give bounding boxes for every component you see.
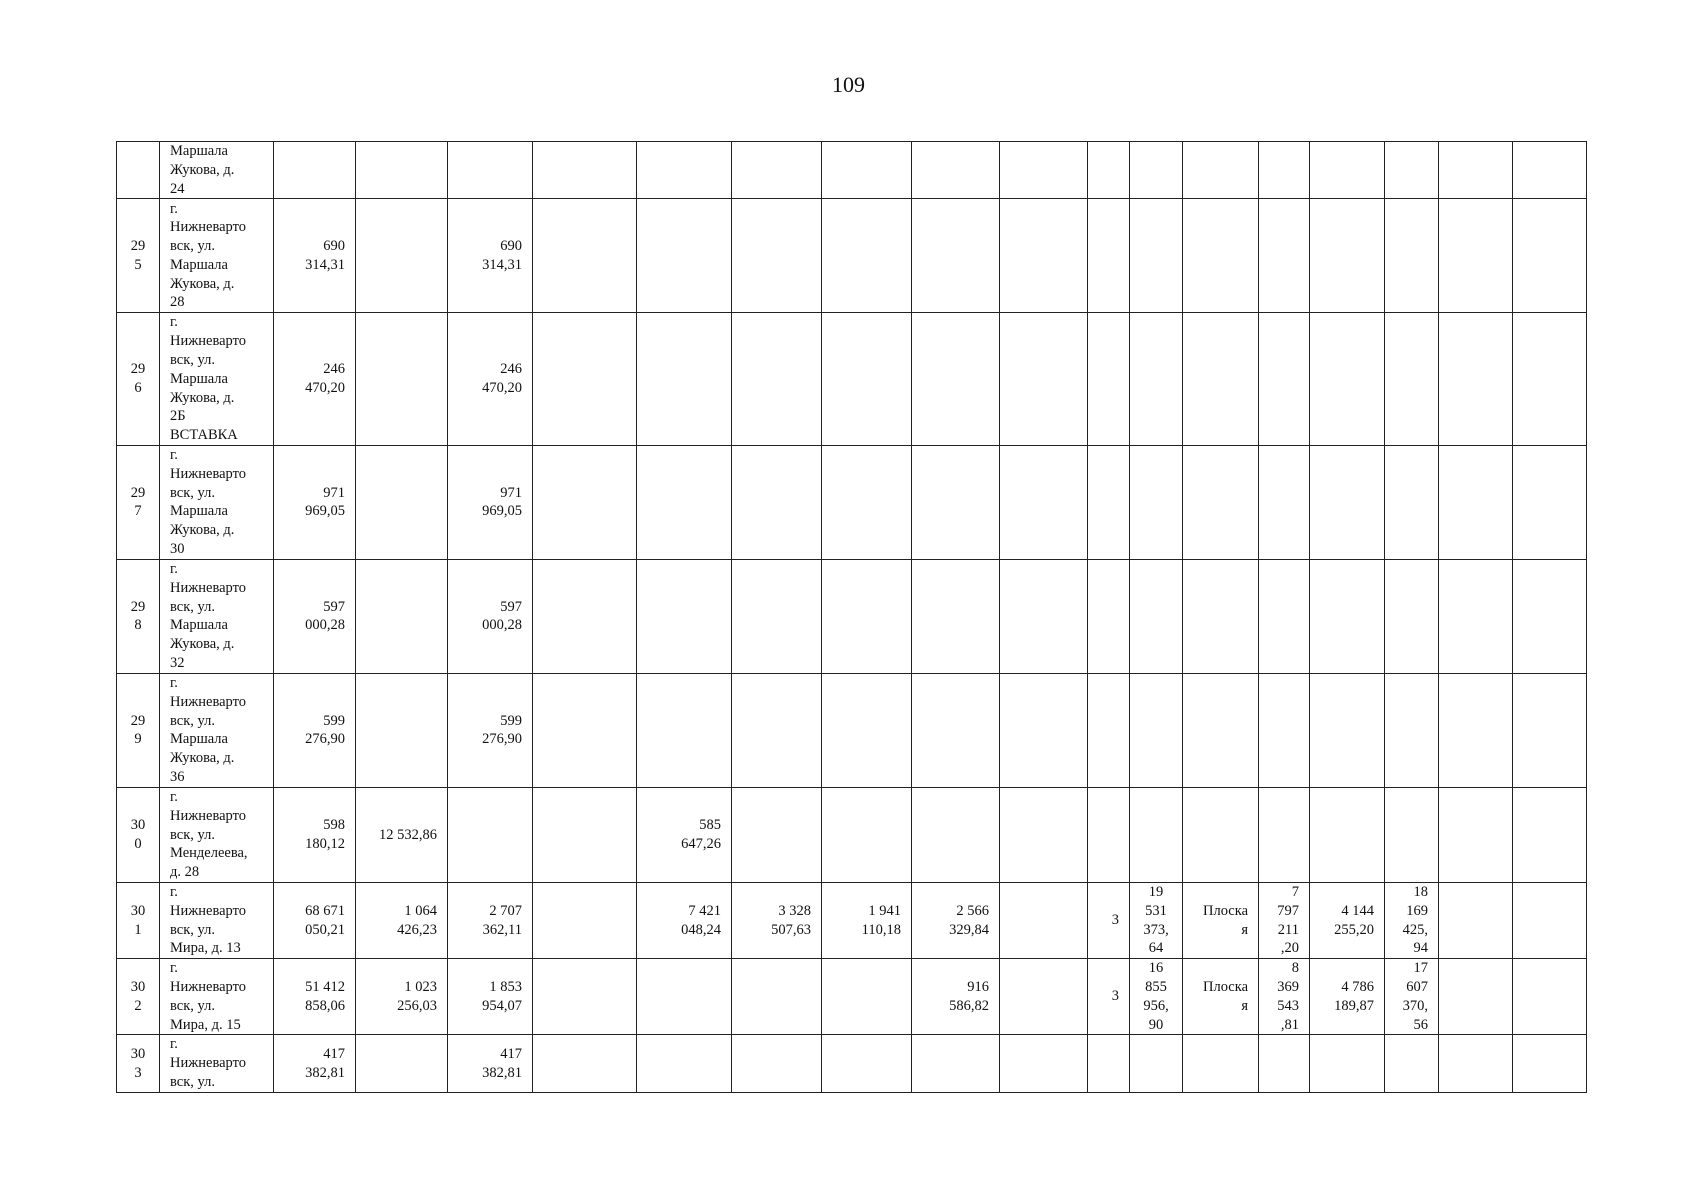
value-cell: 417 382,81 [448, 1035, 533, 1092]
value-cell [1439, 1035, 1513, 1092]
value-cell [732, 1035, 822, 1092]
value-cell [1513, 787, 1587, 882]
value-cell: 8 369 543 ,81 [1259, 959, 1310, 1035]
value-cell: 19 531 373, 64 [1130, 882, 1183, 958]
value-cell [732, 445, 822, 559]
value-cell [1310, 445, 1385, 559]
address-cell: г. Нижневарто вск, ул. Маршала Жукова, д. 32 [160, 559, 274, 673]
value-cell [1130, 673, 1183, 787]
table-row [117, 445, 1587, 559]
page-number: 109 [832, 72, 865, 97]
value-cell [1385, 787, 1439, 882]
value-cell [533, 959, 637, 1035]
value-cell [1130, 559, 1183, 673]
row-number-cell: 29 7 [117, 445, 160, 559]
value-cell: 598 180,12 [274, 787, 356, 882]
value-cell [822, 787, 912, 882]
value-cell [1183, 199, 1259, 313]
table-row [117, 142, 1587, 199]
value-cell [912, 199, 1000, 313]
value-cell: 1 853 954,07 [448, 959, 533, 1035]
row-number-cell: 30 2 [117, 959, 160, 1035]
value-cell [822, 1035, 912, 1092]
value-cell [1513, 199, 1587, 313]
value-cell: 68 671 050,21 [274, 882, 356, 958]
value-cell: 1 064 426,23 [356, 882, 448, 958]
value-cell [912, 313, 1000, 446]
value-cell [822, 142, 912, 199]
value-cell [822, 559, 912, 673]
value-cell: Плоска я [1183, 959, 1259, 1035]
value-cell [822, 199, 912, 313]
value-cell [1439, 673, 1513, 787]
value-cell: 971 969,05 [448, 445, 533, 559]
value-cell [732, 959, 822, 1035]
value-cell: 690 314,31 [274, 199, 356, 313]
value-cell [533, 559, 637, 673]
value-cell [1183, 445, 1259, 559]
value-cell [356, 1035, 448, 1092]
value-cell [1088, 673, 1130, 787]
value-cell [1259, 445, 1310, 559]
row-number-cell: 29 6 [117, 313, 160, 446]
value-cell [356, 313, 448, 446]
value-cell: 971 969,05 [274, 445, 356, 559]
value-cell [1183, 559, 1259, 673]
table-row [117, 313, 1587, 446]
value-cell [533, 199, 637, 313]
value-cell: 246 470,20 [448, 313, 533, 446]
value-cell [1130, 199, 1183, 313]
value-cell: 2 566 329,84 [912, 882, 1000, 958]
value-cell [1183, 142, 1259, 199]
value-cell [732, 787, 822, 882]
table-row [117, 959, 1587, 1035]
value-cell [822, 445, 912, 559]
value-cell [1088, 142, 1130, 199]
value-cell [1513, 142, 1587, 199]
value-cell: 4 786 189,87 [1310, 959, 1385, 1035]
value-cell [912, 559, 1000, 673]
value-cell [1439, 313, 1513, 446]
row-number-cell: 29 5 [117, 199, 160, 313]
value-cell [1000, 142, 1088, 199]
value-cell: 2 707 362,11 [448, 882, 533, 958]
value-cell [1259, 787, 1310, 882]
value-cell [533, 882, 637, 958]
value-cell [1513, 959, 1587, 1035]
value-cell [912, 787, 1000, 882]
value-cell [1130, 787, 1183, 882]
value-cell [533, 445, 637, 559]
value-cell [1259, 673, 1310, 787]
value-cell [533, 1035, 637, 1092]
value-cell: 17 607 370, 56 [1385, 959, 1439, 1035]
value-cell [1385, 199, 1439, 313]
value-cell [1000, 559, 1088, 673]
value-cell [1000, 882, 1088, 958]
value-cell [1000, 313, 1088, 446]
value-cell [822, 673, 912, 787]
address-cell: г. Нижневарто вск, ул. Маршала Жукова, д. 28 [160, 199, 274, 313]
value-cell [1130, 313, 1183, 446]
value-cell: 1 941 110,18 [822, 882, 912, 958]
value-cell [732, 199, 822, 313]
value-cell: 597 000,28 [274, 559, 356, 673]
row-number-cell: 30 0 [117, 787, 160, 882]
value-cell [1000, 787, 1088, 882]
value-cell [1385, 445, 1439, 559]
value-cell [1130, 1035, 1183, 1092]
value-cell [1513, 882, 1587, 958]
value-cell [1000, 1035, 1088, 1092]
table-row [117, 673, 1587, 787]
value-cell [356, 199, 448, 313]
value-cell [1385, 142, 1439, 199]
table-row [117, 1035, 1587, 1092]
value-cell [637, 142, 732, 199]
value-cell [637, 959, 732, 1035]
value-cell: 4 144 255,20 [1310, 882, 1385, 958]
value-cell [637, 445, 732, 559]
value-cell [1088, 199, 1130, 313]
row-number-cell: 30 3 [117, 1035, 160, 1092]
value-cell [274, 142, 356, 199]
value-cell [1088, 313, 1130, 446]
value-cell [732, 673, 822, 787]
value-cell: 246 470,20 [274, 313, 356, 446]
value-cell [1513, 445, 1587, 559]
value-cell [1000, 673, 1088, 787]
value-cell [637, 1035, 732, 1092]
value-cell: 7 421 048,24 [637, 882, 732, 958]
value-cell [1088, 445, 1130, 559]
table-row [117, 559, 1587, 673]
value-cell [732, 559, 822, 673]
address-cell: Маршала Жукова, д. 24 [160, 142, 274, 199]
value-cell [912, 142, 1000, 199]
value-cell [822, 313, 912, 446]
value-cell [637, 559, 732, 673]
value-cell [1385, 673, 1439, 787]
value-cell [448, 787, 533, 882]
value-cell [1439, 787, 1513, 882]
value-cell [1439, 559, 1513, 673]
address-cell: г. Нижневарто вск, ул. Маршала Жукова, д. 36 [160, 673, 274, 787]
value-cell [637, 313, 732, 446]
address-cell: г. Нижневарто вск, ул. Мира, д. 13 [160, 882, 274, 958]
row-number-cell: 29 8 [117, 559, 160, 673]
value-cell: 16 855 956, 90 [1130, 959, 1183, 1035]
value-cell [1183, 313, 1259, 446]
value-cell [448, 142, 533, 199]
value-cell [1310, 142, 1385, 199]
value-cell [1310, 199, 1385, 313]
value-cell [1513, 313, 1587, 446]
value-cell [1088, 559, 1130, 673]
value-cell [732, 142, 822, 199]
value-cell: 51 412 858,06 [274, 959, 356, 1035]
value-cell [356, 559, 448, 673]
address-cell: г. Нижневарто вск, ул. [160, 1035, 274, 1092]
value-cell: 599 276,90 [448, 673, 533, 787]
value-cell: 3 [1088, 882, 1130, 958]
value-cell [637, 199, 732, 313]
value-cell: 1 023 256,03 [356, 959, 448, 1035]
value-cell [1000, 959, 1088, 1035]
value-cell [1439, 445, 1513, 559]
value-cell [1513, 559, 1587, 673]
value-cell [1439, 199, 1513, 313]
value-cell [356, 445, 448, 559]
value-cell [1310, 559, 1385, 673]
value-cell [1259, 199, 1310, 313]
value-cell [1259, 313, 1310, 446]
value-cell: 12 532,86 [356, 787, 448, 882]
value-cell [1130, 142, 1183, 199]
value-cell [1088, 787, 1130, 882]
value-cell [1183, 1035, 1259, 1092]
data-table [116, 141, 1587, 1093]
value-cell [1310, 313, 1385, 446]
address-cell: г. Нижневарто вск, ул. Маршала Жукова, д. 30 [160, 445, 274, 559]
value-cell: 3 328 507,63 [732, 882, 822, 958]
value-cell [732, 313, 822, 446]
value-cell: 599 276,90 [274, 673, 356, 787]
value-cell [1310, 673, 1385, 787]
value-cell [1259, 559, 1310, 673]
value-cell [533, 313, 637, 446]
address-cell: г. Нижневарто вск, ул. Мира, д. 15 [160, 959, 274, 1035]
value-cell [1183, 673, 1259, 787]
table-row [117, 882, 1587, 958]
address-cell: г. Нижневарто вск, ул. Маршала Жукова, д. 2Б ВСТАВКА [160, 313, 274, 446]
value-cell: 597 000,28 [448, 559, 533, 673]
value-cell [1439, 882, 1513, 958]
value-cell [1183, 787, 1259, 882]
value-cell [1513, 673, 1587, 787]
value-cell [1259, 142, 1310, 199]
value-cell [1385, 1035, 1439, 1092]
value-cell: 585 647,26 [637, 787, 732, 882]
value-cell: 690 314,31 [448, 199, 533, 313]
row-number-cell [117, 142, 160, 199]
value-cell: 7 797 211 ,20 [1259, 882, 1310, 958]
table-row [117, 787, 1587, 882]
value-cell [1130, 445, 1183, 559]
value-cell [533, 787, 637, 882]
value-cell [1439, 142, 1513, 199]
row-number-cell: 29 9 [117, 673, 160, 787]
value-cell [1439, 959, 1513, 1035]
value-cell [1088, 1035, 1130, 1092]
value-cell [356, 142, 448, 199]
value-cell [822, 959, 912, 1035]
row-number-cell: 30 1 [117, 882, 160, 958]
value-cell: 916 586,82 [912, 959, 1000, 1035]
value-cell [637, 673, 732, 787]
value-cell [1000, 445, 1088, 559]
value-cell [533, 673, 637, 787]
value-cell [1000, 199, 1088, 313]
value-cell [1385, 559, 1439, 673]
value-cell: 3 [1088, 959, 1130, 1035]
value-cell [1259, 1035, 1310, 1092]
value-cell: Плоска я [1183, 882, 1259, 958]
value-cell [912, 1035, 1000, 1092]
value-cell: 18 169 425, 94 [1385, 882, 1439, 958]
value-cell [912, 445, 1000, 559]
value-cell [1310, 787, 1385, 882]
value-cell [1385, 313, 1439, 446]
address-cell: г. Нижневарто вск, ул. Менделеева, д. 28 [160, 787, 274, 882]
value-cell [356, 673, 448, 787]
value-cell: 417 382,81 [274, 1035, 356, 1092]
value-cell [912, 673, 1000, 787]
value-cell [1513, 1035, 1587, 1092]
value-cell [1310, 1035, 1385, 1092]
value-cell [533, 142, 637, 199]
table-row [117, 199, 1587, 313]
